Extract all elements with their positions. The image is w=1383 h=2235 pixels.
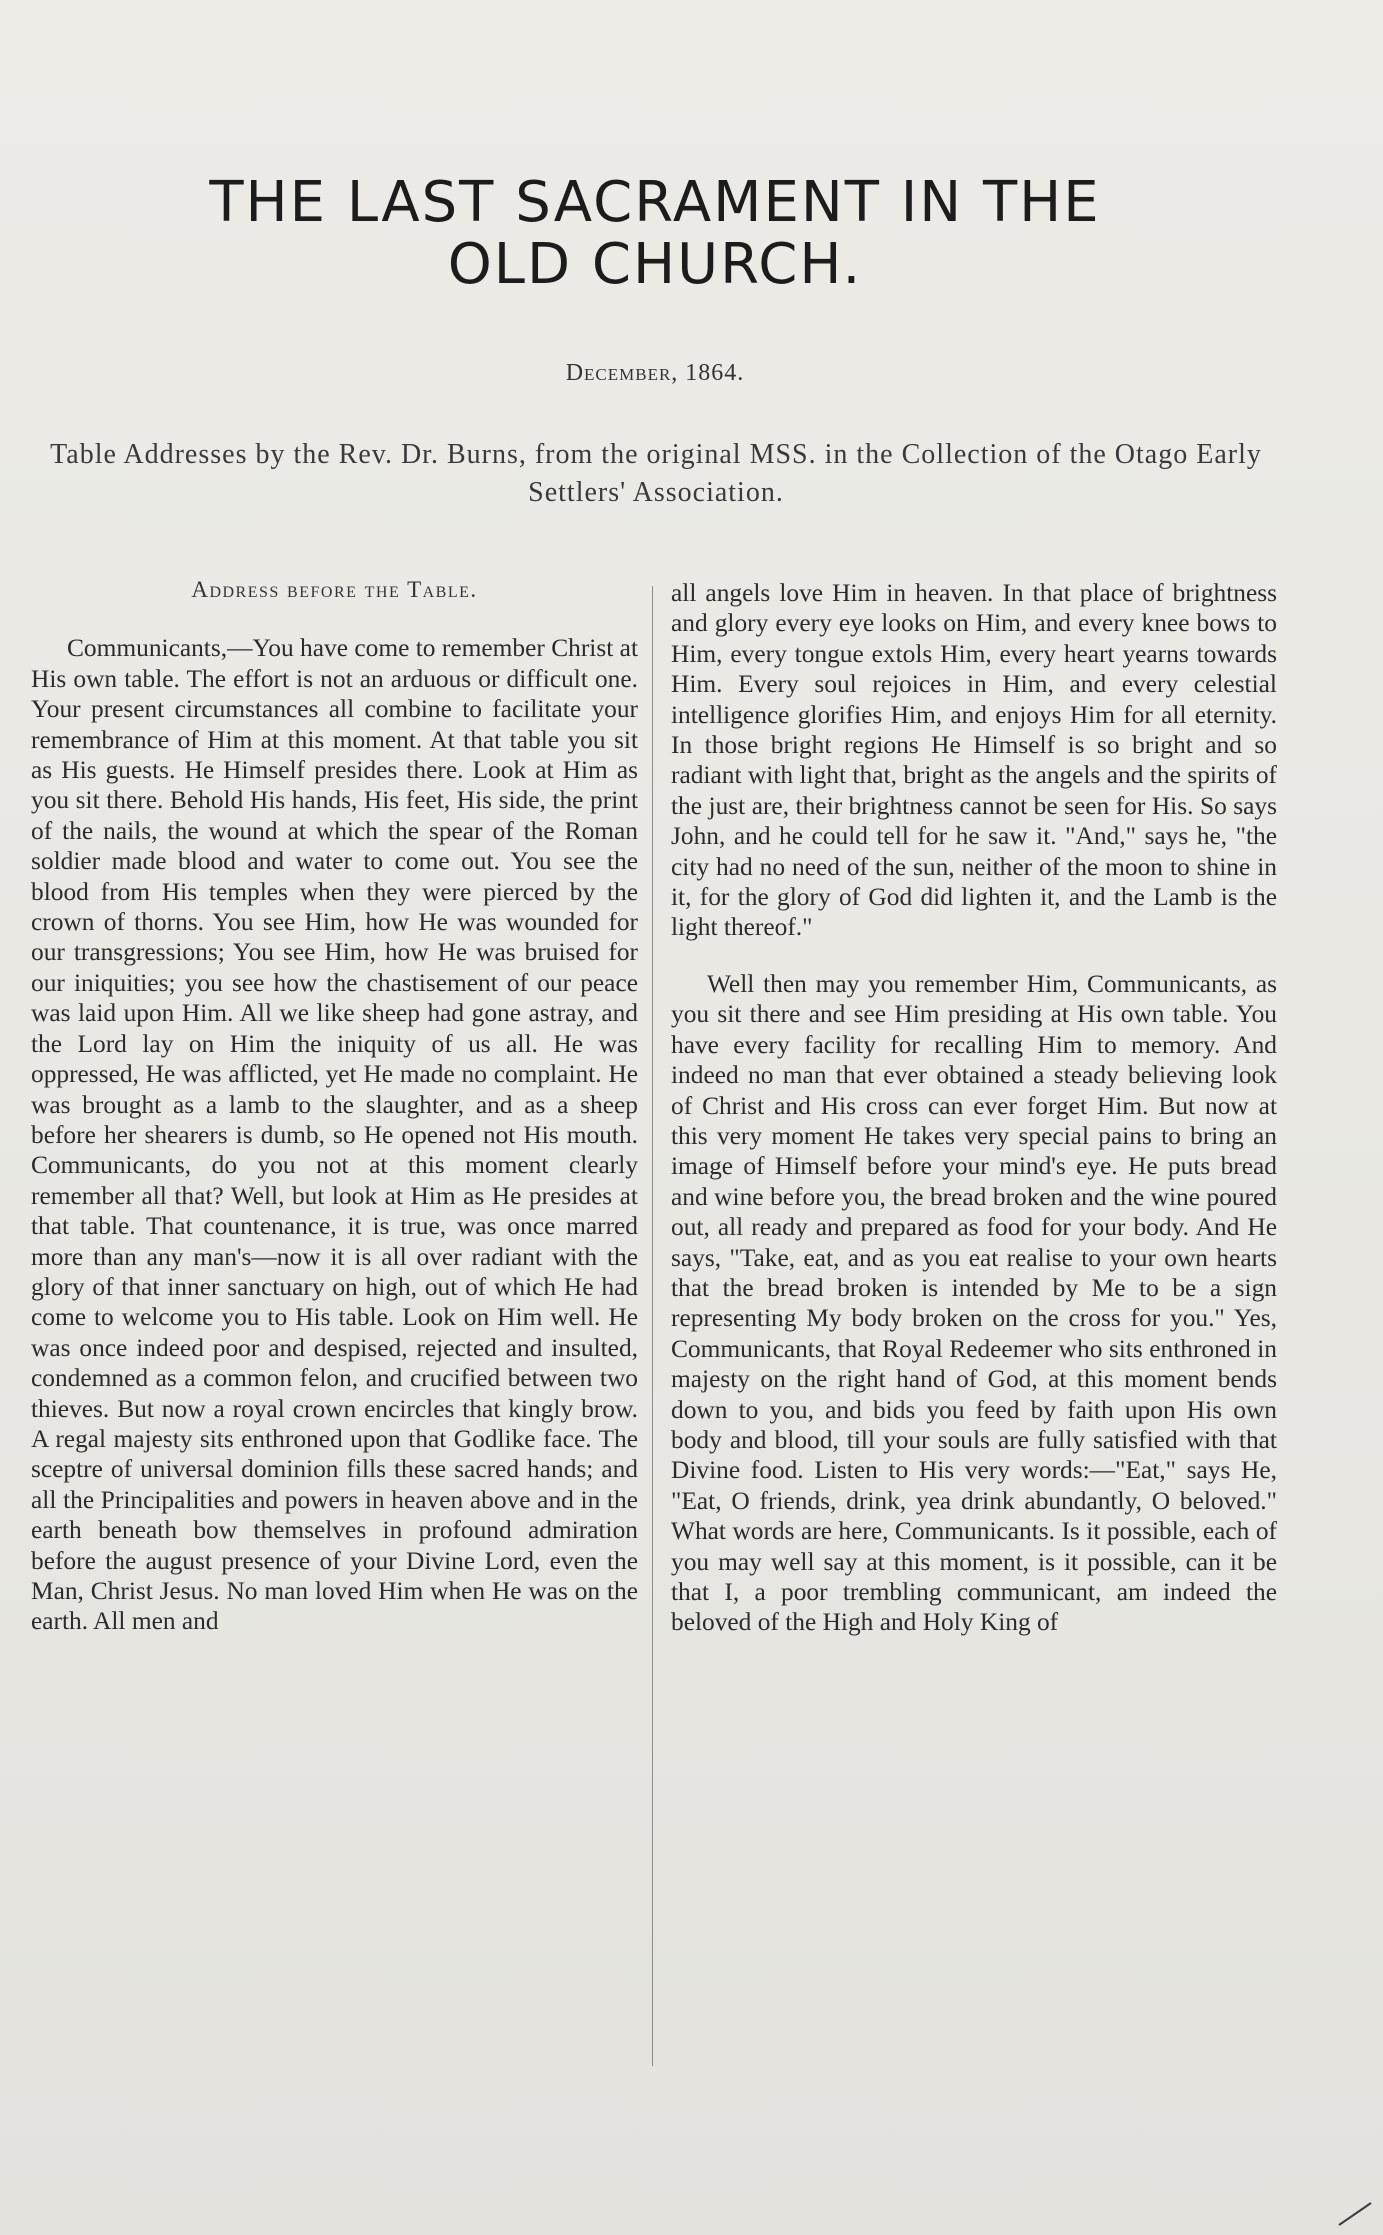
- right-paragraph-2: Well then may you remember Him, Communicants, as you sit there and see Him presiding at His own table. You have every facility for recalling Him to memory. And indeed no man that ever obtained a steady believing look of Christ and His cross can ever forget Him. But now at this very moment He takes very special pains to bring an image of Himself before your mind's eye. He puts bread and wine before you, the bread broken and the wine poured out, all ready and prepared as food for your body. And He says, "Take, eat, and as you eat realise to your own hearts that the bread broken is intended by Me to be a sign representing My body broken on the cross for you." Yes, Communicants, that Royal Redeemer who sits enthroned in majesty on the right hand of God, at this moment bends down to you, and bids you feed by faith upon His own body and blood, till your souls are fully satisfied with that Divine food. Listen to His very words:—"Eat," says He, "Eat, O friends, drink, yea drink abundantly, O beloved." What words are here, Communicants. Is it possible, each of you may well say at this moment, is it possible, can it be that I, a poor trembling communicant, am indeed the beloved of the High and Holy King of: [671, 969, 1277, 1637]
- left-paragraph: Communicants,—You have come to remember Christ at His own table. The effort is not an arduous or difficult one. Your present circumstances all combine to facilitate your remembrance of Him at this moment. At that table you sit as His guests. He Himself presides there. Look at Him as you sit there. Behold His hands, His feet, His side, the print of the nails, the wound at which the spear of the Roman soldier made blood and water to come out. You see the blood from His temples when they were pierced by the crown of thorns. You see Him, how He was wounded for our transgressions; You see Him, how He was bruised for our iniquities; you see how the chastisement of our peace was laid upon Him. All we like sheep had gone astray, and the Lord lay on Him the iniquity of us all. He was oppressed, He was afflicted, yet He made no complaint. He was brought as a lamb to the slaughter, and as a sheep before her shearers is dumb, so He opened not His mouth. Communicants, do you not at this moment clearly remember all that? Well, but look at Him as He presides at that table. That countenance, it is true, was once marred more than any man's—now it is all over radiant with the glory of that inner sanctuary on high, out of which He had come to welcome you to His table. Look on Him well. He was once indeed poor and despised, rejected and insulted, condemned as a common felon, and crucified between two thieves. But now a royal crown encircles that kingly brow. A regal majesty sits enthroned upon that Godlike face. The sceptre of universal dominion fills these sacred hands; and all the Principalities and powers in heaven above and in the earth beneath bow themselves in profound admiration before the august presence of your Divine Lord, even the Man, Christ Jesus. No man loved Him when He was on the earth. All men and: [31, 634, 638, 1636]
- document-date: December, 1864.: [565, 360, 745, 386]
- right-column: [671, 578, 1277, 1638]
- section-heading: Address before the Table.: [191, 577, 478, 602]
- column-divider: [652, 586, 653, 2066]
- document-title: [60, 172, 1250, 296]
- left-column: [31, 575, 638, 1637]
- page-corner-crease: [1335, 2197, 1375, 2227]
- title-line-1: THE LAST SACRAMENT IN THE: [209, 170, 1101, 235]
- right-paragraph-1: all angels love Him in heaven. In that place of brightness and glory every eye looks on Him, and every knee bows to Him, every tongue extols Him, every heart yearns towards Him. Every soul rejoices in Him, and every celestial intelligence glorifies Him, and enjoys Him for all eternity. In those bright regions He Himself is so bright and so radiant with light that, bright as the angels and the spirits of the just are, their brightness cannot be seen for His. So says John, and he could tell for he saw it. "And," says he, "the city had no need of the sun, neither of the moon to shine in it, for the glory of God did lighten it, and the Lamb is the light thereof.": [671, 579, 1277, 942]
- title-line-2: OLD CHURCH.: [447, 232, 863, 297]
- document-subtitle: Table Addresses by the Rev. Dr. Burns, from the original MSS. in the Collection of the Otago Early Settlers' Association.: [50, 439, 1262, 508]
